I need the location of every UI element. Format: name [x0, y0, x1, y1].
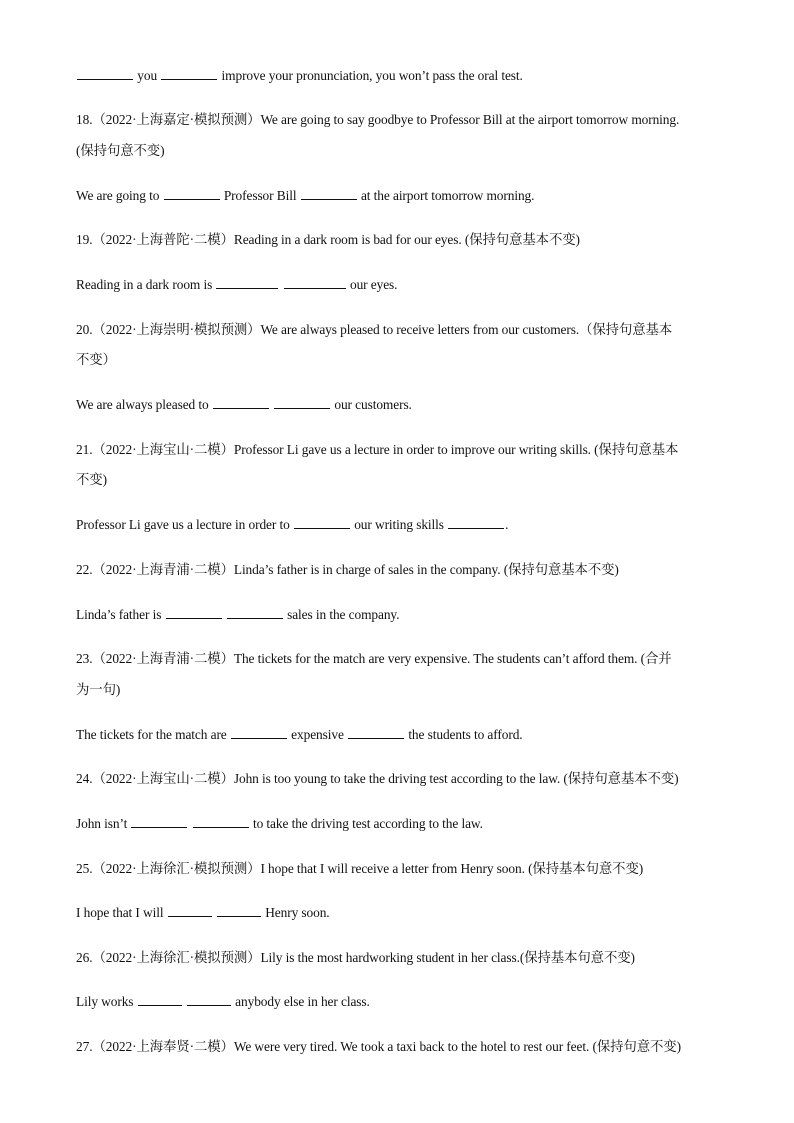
answer-line-22	[76, 606, 726, 624]
answer-blank[interactable]	[193, 815, 249, 828]
answer-blank[interactable]	[294, 516, 350, 529]
answer-line-24	[76, 815, 726, 833]
answer-line-19	[76, 276, 726, 294]
answer-blank[interactable]	[138, 993, 182, 1006]
answer-blank[interactable]	[216, 276, 278, 289]
text-segment: .	[505, 517, 509, 532]
question-20-note: 不变）	[76, 352, 116, 367]
text-segment: the students to afford.	[408, 727, 523, 742]
text-segment: Professor Li gave us a lecture in order to	[76, 517, 290, 532]
question-21: 21.（2022·上海宝山·二模）Professor Li gave us a lecture in order to improve our writing skills. (保持句意基本	[76, 442, 679, 457]
text-segment: expensive	[291, 727, 344, 742]
question-23-note: 为一句)	[76, 682, 121, 697]
question-18: 18.（2022·上海嘉定·模拟预测）We are going to say goodbye to Professor Bill at the airport tomorrow morning.	[76, 112, 680, 127]
answer-line-23	[76, 726, 726, 744]
text-segment: our eyes.	[349, 277, 398, 292]
question-25: 25.（2022·上海徐汇·模拟预测）I hope that I will receive a letter from Henry soon. (保持基本句意不变)	[76, 861, 644, 876]
text-segment: Linda’s father is	[76, 607, 162, 622]
text-segment: John isn’t	[76, 816, 128, 831]
answer-blank[interactable]	[131, 815, 187, 828]
text-segment: Henry soon.	[265, 905, 330, 920]
text-segment: The tickets for the match are	[76, 727, 227, 742]
question-21-note: 不变)	[76, 472, 107, 487]
question-27: 27.（2022·上海奉贤·二模）We were very tired. We took a taxi back to the hotel to rest our feet. (保持句意不变)	[76, 1039, 681, 1054]
answer-blank[interactable]	[217, 904, 261, 917]
answer-blank[interactable]	[213, 396, 269, 409]
text-segment: to take the driving test according to the law.	[252, 816, 483, 831]
text-segment: anybody else in her class.	[235, 994, 370, 1009]
answer-blank[interactable]	[166, 606, 222, 619]
answer-blank[interactable]	[274, 396, 330, 409]
answer-blank[interactable]	[187, 993, 231, 1006]
text-segment: at the airport tomorrow morning.	[360, 188, 535, 203]
question-24: 24.（2022·上海宝山·二模）John is too young to take the driving test according to the law. (保持句意基本不变)	[76, 771, 679, 786]
question-18-note: (保持句意不变)	[76, 143, 165, 158]
text-segment: Lily works	[76, 994, 134, 1009]
answer-blank[interactable]	[227, 606, 283, 619]
answer-blank[interactable]	[231, 726, 287, 739]
answer-line-18	[76, 187, 726, 205]
text-segment: We are always pleased to	[76, 397, 209, 412]
answer-blank[interactable]	[284, 276, 346, 289]
text-segment: I hope that I will	[76, 905, 164, 920]
answer-line-17	[76, 67, 726, 85]
text-segment: We are going to	[76, 188, 160, 203]
answer-blank[interactable]	[168, 904, 212, 917]
question-20: 20.（2022·上海崇明·模拟预测）We are always pleased to receive letters from our customers.（保持句意基本	[76, 322, 673, 337]
text-segment: Professor Bill	[223, 188, 297, 203]
text-segment: improve your pronunciation, you won’t pass the oral test.	[221, 68, 523, 83]
text-segment: our writing skills	[354, 517, 444, 532]
answer-blank[interactable]	[77, 67, 133, 80]
text-segment: you	[137, 68, 158, 83]
question-22: 22.（2022·上海青浦·二模）Linda’s father is in charge of sales in the company. (保持句意基本不变)	[76, 562, 619, 577]
question-26: 26.（2022·上海徐汇·模拟预测）Lily is the most hardworking student in her class.(保持基本句意不变)	[76, 950, 635, 965]
answer-line-21	[76, 516, 726, 534]
answer-blank[interactable]	[161, 67, 217, 80]
answer-line-26	[76, 993, 726, 1011]
text-segment: our customers.	[334, 397, 412, 412]
question-19: 19.（2022·上海普陀·二模）Reading in a dark room is bad for our eyes. (保持句意基本不变)	[76, 232, 580, 247]
answer-blank[interactable]	[348, 726, 404, 739]
question-23: 23.（2022·上海青浦·二模）The tickets for the match are very expensive. The students can’t afford them. (合并	[76, 651, 672, 666]
text-segment: Reading in a dark room is	[76, 277, 213, 292]
answer-line-25	[76, 904, 726, 922]
answer-blank[interactable]	[164, 187, 220, 200]
answer-blank[interactable]	[448, 516, 504, 529]
answer-line-20	[76, 396, 726, 414]
answer-blank[interactable]	[301, 187, 357, 200]
text-segment: sales in the company.	[287, 607, 400, 622]
